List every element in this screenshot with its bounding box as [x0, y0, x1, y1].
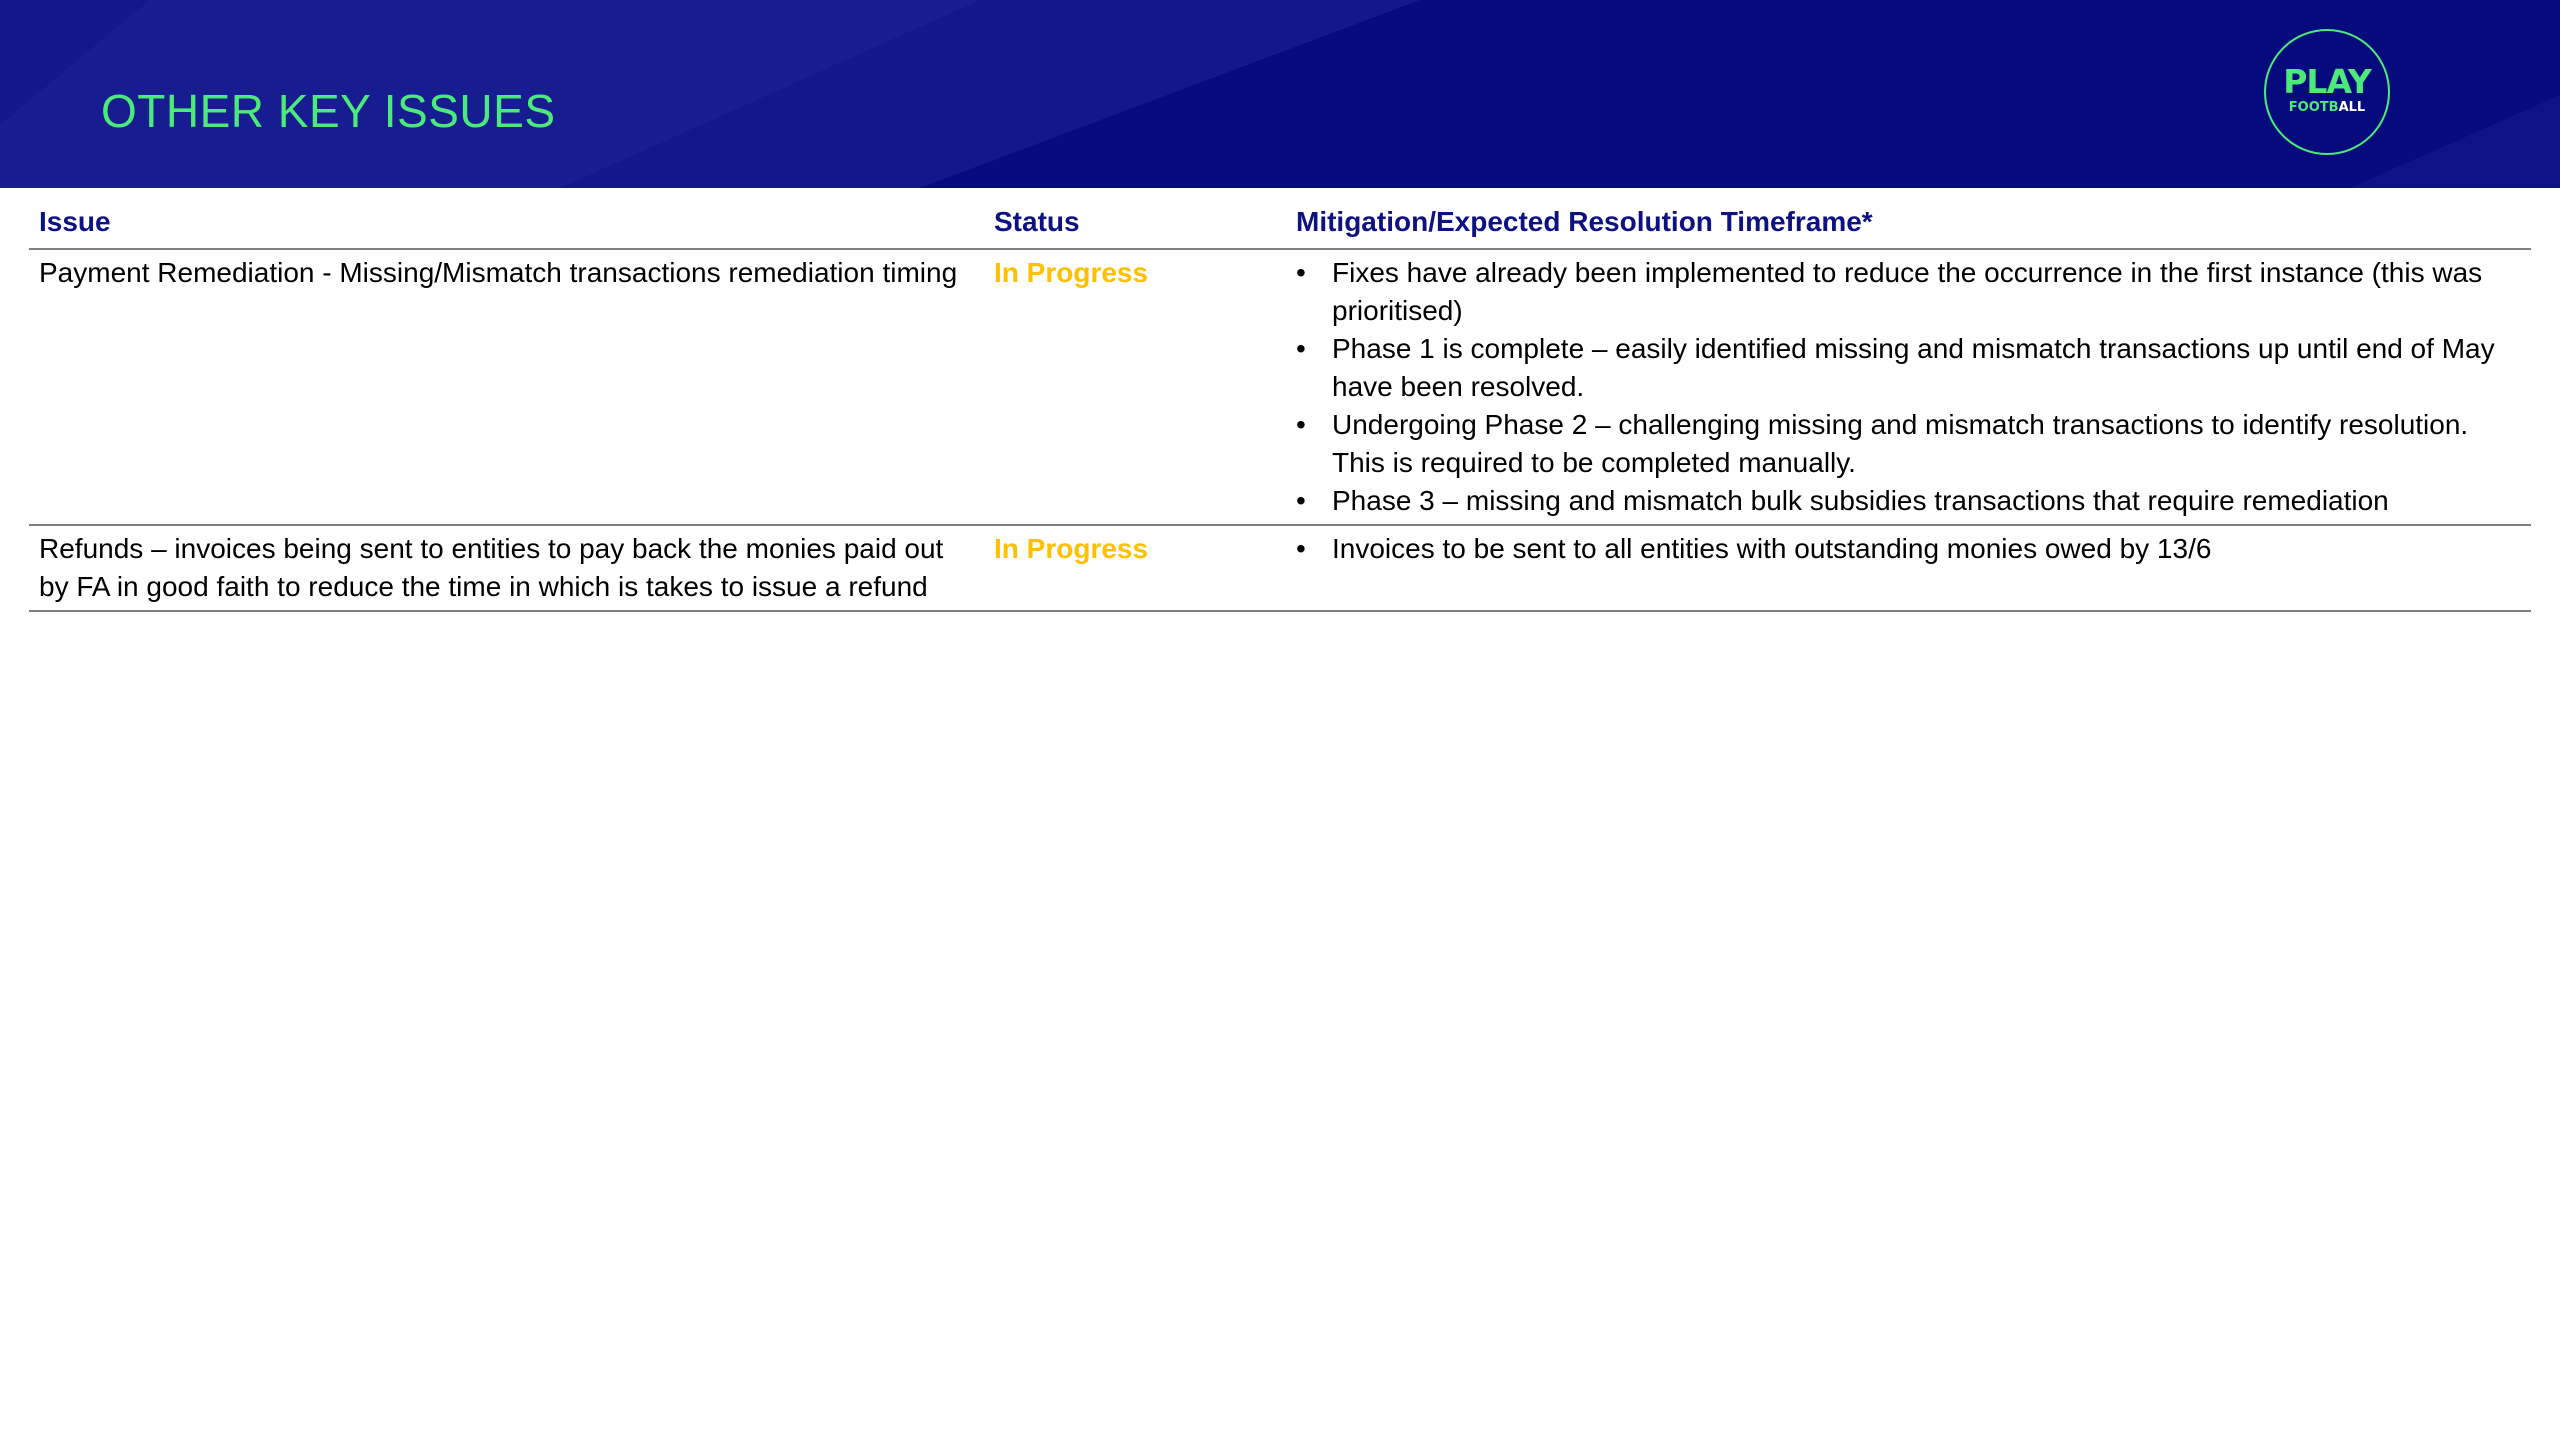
- list-item: • Undergoing Phase 2 – challenging missing and mismatch transactions to identify resolution. This is required to be completed manually.: [1296, 406, 2521, 482]
- mitigation-list: [1296, 254, 2521, 520]
- list-item: • Phase 1 is complete – easily identified missing and mismatch transactions up until end of May have been resolved.: [1296, 330, 2521, 406]
- list-item: • Fixes have already been implemented to reduce the occurrence in the first instance (this was prioritised): [1296, 254, 2521, 330]
- table-row: [29, 249, 2531, 525]
- list-item: • Invoices to be sent to all entities with outstanding monies owed by 13/6: [1296, 530, 2521, 568]
- column-header-issue: Issue: [29, 202, 984, 249]
- list-item: • Phase 3 – missing and mismatch bulk subsidies transactions that require remediation: [1296, 482, 2521, 520]
- table-header-row: [29, 202, 2531, 249]
- play-football-logo: [2264, 29, 2390, 155]
- bullet-icon: •: [1296, 257, 1306, 288]
- mitigation-cell: [1286, 249, 2531, 525]
- mitigation-cell: [1286, 525, 2531, 611]
- bullet-icon: •: [1296, 333, 1306, 364]
- column-header-status: Status: [984, 202, 1286, 249]
- bullet-icon: •: [1296, 485, 1306, 516]
- issues-table: [29, 202, 2531, 612]
- logo-text-football: FOOTBALL: [2288, 100, 2366, 115]
- table-row: [29, 525, 2531, 611]
- bullet-icon: •: [1296, 533, 1306, 564]
- logo-text-play: PLAY: [2283, 62, 2371, 101]
- status-badge: In Progress: [984, 249, 1286, 525]
- header-banner: [0, 0, 2560, 188]
- page-title: OTHER KEY ISSUES: [101, 85, 556, 137]
- status-badge: In Progress: [984, 525, 1286, 611]
- bullet-icon: •: [1296, 409, 1306, 440]
- issue-cell: Payment Remediation - Missing/Mismatch transactions remediation timing: [29, 249, 984, 525]
- mitigation-list: [1296, 530, 2521, 568]
- column-header-mitigation: Mitigation/Expected Resolution Timeframe*: [1286, 202, 2531, 249]
- issue-cell: Refunds – invoices being sent to entities to pay back the monies paid out by FA in good faith to reduce the time in which is takes to issue a refund: [29, 525, 984, 611]
